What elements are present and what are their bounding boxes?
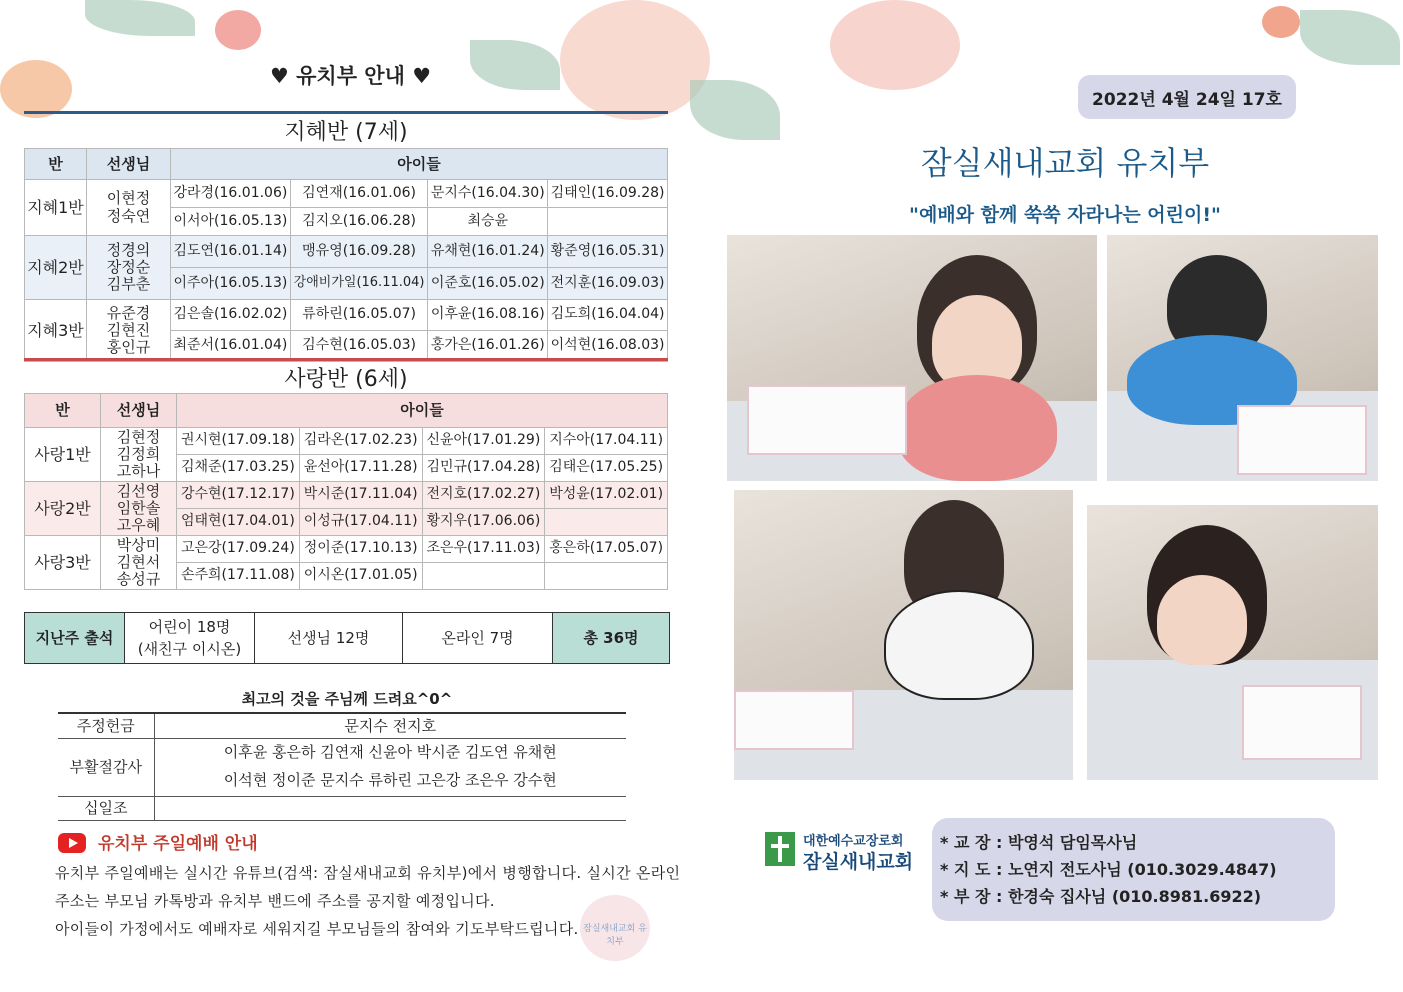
- child-cell: 이석현(16.08.03): [548, 331, 668, 362]
- child-cell: 박성윤(17.02.01): [545, 482, 668, 509]
- child-cell: 권시현(17.09.18): [177, 428, 300, 455]
- leaf-decoration: [1300, 10, 1400, 65]
- child-cell: 김태인(16.09.28): [548, 180, 668, 208]
- child-cell: 강수현(17.12.17): [177, 482, 300, 509]
- offering-table: [58, 714, 626, 821]
- offering-names: 문지수 전지호: [154, 714, 626, 738]
- child-cell: 손주희(17.11.08): [177, 563, 300, 590]
- child-cell: 박시준(17.11.04): [299, 482, 422, 509]
- cross-icon: [765, 832, 795, 866]
- child-cell: [422, 563, 545, 590]
- logo-denomination: 대한예수교장로회: [803, 834, 904, 849]
- class-name: 사랑2반: [25, 482, 101, 536]
- child-cell: 이시온(17.01.05): [299, 563, 422, 590]
- child-cell: 정이준(17.10.13): [299, 536, 422, 563]
- divider: [24, 111, 668, 114]
- attendance-teachers: 선생님 12명: [255, 613, 403, 664]
- child-cell: 문지수(16.04.30): [428, 180, 548, 208]
- class2-table: [24, 393, 668, 590]
- flower-decoration: [1262, 6, 1300, 38]
- divider: [24, 358, 668, 361]
- offering-names: [154, 796, 626, 820]
- church-stamp-logo: 잠실새내교회 유치부: [580, 895, 650, 961]
- child-cell: 지수아(17.04.11): [545, 428, 668, 455]
- leaf-decoration: [85, 0, 195, 36]
- child-cell: 유채현(16.01.24): [428, 236, 548, 268]
- flower-decoration: [830, 0, 960, 90]
- teacher-names: 박상미 김현서 송성규: [101, 536, 177, 590]
- class-name: 사랑1반: [25, 428, 101, 482]
- staff-line: * 부 장 : 한경숙 집사님 (010.8981.6922): [940, 887, 1262, 906]
- child-cell: 황지우(17.06.06): [422, 509, 545, 536]
- child-cell: 김태은(17.05.25): [545, 455, 668, 482]
- child-cell: 황준영(16.05.31): [548, 236, 668, 268]
- photo-child-3: [734, 490, 1073, 780]
- child-cell: 엄태현(17.04.01): [177, 509, 300, 536]
- child-cell: 김연재(16.01.06): [290, 180, 428, 208]
- child-cell: 전지훈(16.09.03): [548, 268, 668, 300]
- col-header: 선생님: [87, 149, 171, 180]
- child-cell: 윤선아(17.11.28): [299, 455, 422, 482]
- class-name: 지혜2반: [25, 236, 87, 300]
- photo-child-2: [1107, 235, 1378, 481]
- child-cell: 고은강(17.09.24): [177, 536, 300, 563]
- flower-decoration: [560, 0, 710, 120]
- page-title: ♥ 유치부 안내 ♥: [270, 64, 432, 88]
- child-cell: 조은우(17.11.03): [422, 536, 545, 563]
- child-cell: 김도희(16.04.04): [548, 300, 668, 331]
- issue-date: 2022년 4월 24일 17호: [1078, 75, 1296, 119]
- offering-names: [154, 738, 626, 796]
- child-cell: 김민규(17.04.28): [422, 455, 545, 482]
- class-name: 지혜1반: [25, 180, 87, 236]
- child-cell: [545, 563, 668, 590]
- leaf-decoration: [690, 80, 780, 140]
- class2-title: 사랑반 (6세): [284, 367, 408, 392]
- offering-label: 주정헌금: [58, 714, 154, 738]
- child-cell: 이성규(17.04.11): [299, 509, 422, 536]
- photo-child-4: [1087, 505, 1378, 780]
- offering-label: 십일조: [58, 796, 154, 820]
- staff-line: * 지 도 : 노연지 전도사님 (010.3029.4847): [940, 860, 1277, 879]
- photo-child-1: [727, 235, 1097, 481]
- attendance-total: 총 36명: [553, 613, 670, 664]
- teacher-names: 김현정 김정희 고하나: [101, 428, 177, 482]
- child-cell: 김채준(17.03.25): [177, 455, 300, 482]
- child-cell: 최준서(16.01.04): [171, 331, 291, 362]
- offering-title: 최고의 것을 주님께 드려요^0^: [241, 690, 453, 708]
- attendance-children-count: 어린이 18명: [148, 617, 231, 636]
- teacher-names: 정경의 장정순 김부춘: [87, 236, 171, 300]
- child-cell: 이서아(16.05.13): [171, 208, 291, 236]
- flower-decoration: [0, 60, 72, 118]
- attendance-label: 지난주 출석: [25, 613, 125, 664]
- col-header: 선생님: [101, 394, 177, 428]
- col-header: 아이들: [177, 394, 668, 428]
- staff-line: * 교 장 : 박영석 담임목사님: [940, 833, 1138, 852]
- slogan: "예배와 함께 쑥쑥 자라나는 어린이!": [909, 204, 1221, 226]
- attendance-online: 온라인 7명: [403, 613, 553, 664]
- child-cell: 김은솔(16.02.02): [171, 300, 291, 331]
- col-header: 반: [25, 149, 87, 180]
- teacher-names: 김선영 임한솔 고우혜: [101, 482, 177, 536]
- child-cell: [545, 509, 668, 536]
- youtube-icon: [58, 833, 86, 853]
- logo-church-name: 잠실새내교회: [803, 851, 914, 873]
- offering-label: 부활절감사: [58, 738, 154, 796]
- flower-decoration: [215, 10, 261, 50]
- staff-info-box: [932, 818, 1335, 921]
- offering-names-line: 이후윤 홍은하 김연재 신윤아 박시준 김도연 유채현: [223, 743, 557, 762]
- col-header: 아이들: [171, 149, 668, 180]
- child-cell: 김수현(16.05.03): [290, 331, 428, 362]
- attendance-new-friend: (새친구 이시온): [137, 640, 242, 658]
- class-name: 지혜3반: [25, 300, 87, 362]
- teacher-names: 이현정 정숙연: [87, 180, 171, 236]
- attendance-table: [24, 612, 670, 664]
- child-cell: 전지호(17.02.27): [422, 482, 545, 509]
- notice-line: 주소는 부모님 카톡방과 유치부 밴드에 주소를 공지할 예정입니다.: [55, 892, 495, 910]
- child-cell: 이주아(16.05.13): [171, 268, 291, 300]
- child-cell: 홍은하(17.05.07): [545, 536, 668, 563]
- notice-line: 유치부 주일예배는 실시간 유튜브(검색: 잠실새내교회 유치부)에서 병행합니다. 실시간 온라인: [55, 864, 681, 882]
- teacher-names: 유준경 김현진 홍인규: [87, 300, 171, 362]
- leaf-decoration: [470, 40, 560, 90]
- youtube-title: 유치부 주일예배 안내: [98, 834, 258, 854]
- child-cell: 이후윤(16.08.16): [428, 300, 548, 331]
- child-cell: 신윤아(17.01.29): [422, 428, 545, 455]
- child-cell: 맹유영(16.09.28): [290, 236, 428, 268]
- child-cell: 강애비가일(16.11.04): [290, 268, 428, 300]
- col-header: 반: [25, 394, 101, 428]
- child-cell: 최승윤: [428, 208, 548, 236]
- class1-title: 지혜반 (7세): [284, 120, 408, 145]
- child-cell: 김라온(17.02.23): [299, 428, 422, 455]
- child-cell: 홍가은(16.01.26): [428, 331, 548, 362]
- child-cell: [548, 208, 668, 236]
- class1-table: [24, 148, 668, 362]
- child-cell: 김지오(16.06.28): [290, 208, 428, 236]
- class-name: 사랑3반: [25, 536, 101, 590]
- notice-line: 아이들이 가정에서도 예배자로 세워지길 부모님들의 참여와 기도부탁드립니다.: [55, 920, 579, 938]
- child-cell: 이준호(16.05.02): [428, 268, 548, 300]
- child-cell: 강라경(16.01.06): [171, 180, 291, 208]
- offering-names-line: 이석현 정이준 문지수 류하린 고은강 조은우 강수현: [223, 771, 557, 789]
- attendance-children: [125, 613, 255, 664]
- child-cell: 류하린(16.05.07): [290, 300, 428, 331]
- child-cell: 김도연(16.01.14): [171, 236, 291, 268]
- church-title: 잠실새내교회 유치부: [920, 144, 1210, 182]
